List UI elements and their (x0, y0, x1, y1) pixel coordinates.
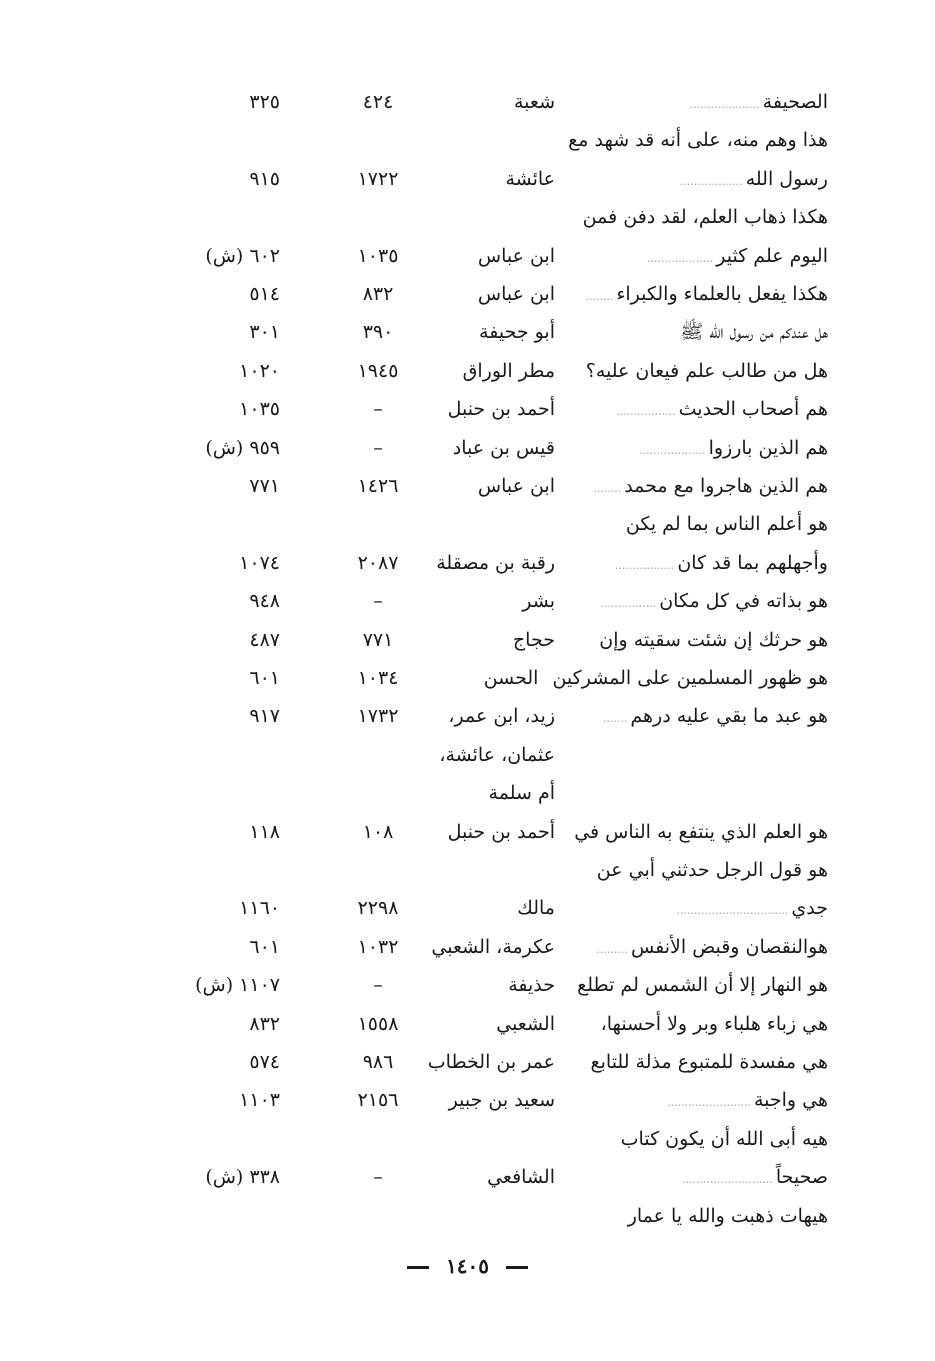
narrator-name: أحمد بن حنبل (447, 398, 555, 421)
leader-dots: ................................ (676, 904, 789, 918)
index-row (0, 1120, 935, 1158)
entry-text-cell (546, 659, 828, 700)
narrator-name: مالك (517, 897, 555, 920)
footer-dash-left (407, 1266, 429, 1269)
hadith-number: – (373, 436, 383, 459)
page-reference: ٣٠١ (249, 321, 280, 344)
narrator-cell (514, 83, 555, 121)
entry-text-cell (622, 1197, 828, 1238)
leader-dots: ....... (602, 712, 628, 726)
index-row (0, 544, 935, 582)
hadith-number: ١٠٣٢ (357, 935, 399, 958)
page-reference: ٣٢٥ (249, 91, 280, 113)
leader-dots: .......................... (681, 1173, 773, 1187)
narrator-name: حجاج (512, 628, 555, 651)
entry-text-cell (595, 1005, 828, 1046)
entry-text-cell (687, 83, 828, 124)
index-row (0, 237, 935, 275)
narrator-name: بشر (522, 590, 555, 613)
hadith-number: ٢٠٨٧ (357, 551, 399, 574)
entry-text: هكذا ذهاب العلم، لقد دفن فمن (582, 206, 828, 229)
page-reference: ٦٠٢ (ش) (205, 244, 280, 267)
hadith-number: – (373, 1166, 383, 1189)
entry-text: هو بذاته في كل مكان (659, 590, 828, 613)
hadith-number: – (373, 590, 383, 613)
entry-text-cell (674, 313, 828, 354)
entry-text-cell (674, 889, 828, 930)
entry-text-cell (571, 966, 828, 1007)
entry-text: هوالنقصان وقبض الأنفس (630, 935, 828, 958)
narrator-name: ابن عباس (477, 244, 555, 267)
entry-text: هل عندكم من رسول الله ﷺ (680, 321, 828, 344)
entry-text: هم الذين بارزوا (708, 436, 828, 459)
narrator-cell (449, 1081, 555, 1119)
hadith-number: ٧٧١ (362, 628, 394, 651)
index-row (0, 889, 935, 927)
page-reference: ١٠٢٠ (239, 359, 280, 382)
narrator-cell (448, 697, 555, 735)
page-reference: ١٠٣٥ (239, 398, 280, 421)
index-row (0, 582, 935, 620)
index-row (0, 774, 935, 812)
entry-text: هو النهار إلا أن الشمس لم تطلع (577, 974, 828, 997)
page-reference: ١١٠٧ (ش) (195, 974, 280, 997)
entry-text-cell (577, 198, 828, 239)
entry-text: هكذا يفعل بالعلماء والكبراء (616, 283, 828, 305)
entry-text: هل من طالب علم فيعان عليه؟ (585, 359, 828, 382)
entry-text-cell (580, 352, 828, 393)
page-reference: ١١٠٣ (239, 1089, 280, 1112)
narrator-name: عمر بن الخطاب (427, 1051, 555, 1073)
narrator-cell (513, 621, 555, 659)
entry-text: هذا وهم منه، على أنه قد شهد مع (568, 129, 828, 152)
narrator-cell (448, 813, 555, 851)
entry-text: صحيحاً (775, 1166, 828, 1189)
hadith-number: ١٥٥٨ (357, 1012, 399, 1035)
footer-dash-right (506, 1266, 528, 1269)
leader-dots: .................. (679, 174, 743, 188)
entry-text-cell (644, 237, 828, 278)
narrator-cell (478, 467, 555, 505)
leader-dots: ........ (585, 290, 614, 303)
entry-text-cell (620, 505, 828, 546)
leader-dots: ........................ (667, 1096, 751, 1110)
leader-dots: ................... (646, 251, 714, 265)
index-row (0, 851, 935, 889)
index-row (0, 697, 935, 735)
index-row (0, 1081, 935, 1119)
narrator-cell (453, 429, 555, 467)
narrator-cell (522, 582, 555, 620)
entry-text-cell (822, 736, 828, 777)
index-row (0, 1043, 935, 1081)
entry-text: هم الذين هاجروا مع محمد (624, 475, 828, 497)
narrator-name: ابن عباس (477, 475, 555, 497)
entry-text-cell (822, 774, 828, 815)
entry-text-cell (582, 275, 828, 316)
index-row (0, 467, 935, 505)
entry-text-cell (590, 467, 828, 508)
page-reference: ٥٧٤ (249, 1051, 280, 1073)
entry-text: هو عبد ما بقي عليه درهم (630, 705, 828, 728)
entry-text: رسول الله (745, 167, 828, 190)
narrator-cell (478, 275, 555, 313)
narrator-name: شعبة (513, 91, 555, 113)
hadith-number: ٤٢٤ (362, 91, 394, 113)
narrator-name: أبو جحيفة (479, 321, 555, 344)
index-row (0, 390, 935, 428)
hadith-number: ١٧٢٢ (357, 167, 399, 190)
page-reference: ٣٣٨ (ش) (205, 1166, 280, 1189)
entry-text-cell (679, 1158, 828, 1199)
entry-text-cell (568, 813, 828, 854)
index-row (0, 121, 935, 159)
page-reference: ١٠٧٤ (239, 551, 280, 574)
hadith-number: – (373, 974, 383, 997)
entry-text-cell (636, 429, 828, 470)
page-reference: ٨٣٢ (249, 1012, 280, 1035)
page-reference: ١١٨ (249, 820, 280, 843)
entry-text: هو قول الرجل حدثني أبي عن (596, 859, 828, 881)
entry-text: هم أصحاب الحديث (678, 398, 828, 421)
entry-text-cell (613, 390, 828, 431)
entry-text: وأجهلهم بما قد كان (677, 551, 828, 574)
narrator-name: رقبة بن مصقلة (436, 551, 555, 574)
hadith-number: ١٤٢٦ (357, 475, 399, 497)
narrator-cell (505, 160, 555, 198)
leader-dots (822, 751, 828, 764)
index-row (0, 275, 935, 313)
leader-dots: ........ (593, 482, 622, 495)
index-row (0, 621, 935, 659)
entry-text-cell (612, 544, 828, 585)
entry-text-cell (562, 121, 828, 162)
hadith-number: ١٧٣٢ (357, 705, 399, 728)
narrator-cell (479, 313, 555, 351)
narrator-name: أم سلمة (488, 782, 555, 805)
leader-dots: ......... (596, 942, 628, 956)
page-reference: ٧٧١ (249, 475, 280, 497)
narrator-cell (487, 1158, 555, 1196)
index-row (0, 198, 935, 236)
page-footer (0, 1248, 935, 1284)
page-reference: ٦٠١ (249, 935, 280, 958)
leader-dots: .................... (689, 98, 760, 111)
narrator-name: أحمد بن حنبل (447, 820, 555, 843)
narrator-name: الحسن (483, 667, 539, 689)
entry-text-cell (591, 851, 828, 892)
narrator-cell (448, 390, 555, 428)
narrator-name: الشافعي (487, 1166, 555, 1189)
entry-text: الصحيفة (762, 91, 828, 113)
entry-text-cell (585, 1043, 829, 1084)
entry-text-cell (677, 160, 828, 201)
index-row (0, 352, 935, 390)
leader-dots: ................. (614, 558, 675, 572)
narrator-name: عائشة (505, 167, 555, 190)
entry-text-cell (615, 1120, 828, 1161)
hadith-number: ٨٣٢ (362, 283, 394, 305)
hadith-number: ١٠٣٤ (357, 667, 399, 689)
entry-text-cell (664, 1081, 828, 1122)
narrator-name: سعيد بن جبير (448, 1089, 555, 1112)
index-row (0, 1158, 935, 1196)
hadith-number: ٣٩٠ (362, 321, 394, 344)
entry-text-cell (593, 928, 828, 969)
leader-dots: ................. (616, 405, 676, 419)
narrator-name: مطر الوراق (462, 359, 555, 382)
narrator-cell (463, 352, 555, 390)
page-reference: ١١٦٠ (239, 897, 280, 920)
index-row (0, 1197, 935, 1235)
page-reference: ٥١٤ (249, 283, 280, 305)
entry-text: هي زباء هلباء وبر ولا أحسنها، (600, 1012, 828, 1035)
narrator-name: عثمان، عائشة، (439, 743, 555, 766)
hadith-number: ٩٨٦ (362, 1051, 394, 1073)
page-reference: ٩٥٩ (ش) (205, 436, 280, 459)
narrator-cell (496, 1005, 555, 1043)
page-number: ١٤٠٥ (446, 1254, 489, 1278)
hadith-number: ١٩٤٥ (357, 359, 399, 382)
hadith-number: – (373, 398, 383, 421)
index-row (0, 736, 935, 774)
entry-text: هي واجبة (753, 1089, 828, 1112)
hadith-number: ٢١٥٦ (357, 1089, 399, 1112)
entry-text: هو ظهور المسلمين على المشركين (552, 667, 828, 689)
leader-dots: ................... (639, 443, 706, 457)
index-row (0, 429, 935, 467)
narrator-cell (484, 659, 539, 697)
entry-text-cell (597, 582, 828, 623)
narrator-cell (508, 966, 555, 1004)
entry-text: هي مفسدة للمتبوع مذلة للتابع (590, 1051, 828, 1073)
narrator-cell (436, 544, 555, 582)
index-row (0, 1005, 935, 1043)
narrator-cell (517, 889, 555, 927)
page-reference: ٤٨٧ (249, 628, 280, 651)
leader-dots (822, 789, 828, 802)
page-reference: ٩٤٨ (249, 590, 280, 613)
index-row (0, 83, 935, 121)
entry-text: هو العلم الذي ينتفع به الناس في (574, 820, 828, 843)
index-row (0, 928, 935, 966)
entry-text: هيهات ذهبت والله يا عمار (627, 1204, 828, 1227)
hadith-number: ١٠٨ (362, 820, 394, 843)
entry-text: هيه أبى الله أن يكون كتاب (620, 1127, 828, 1150)
narrator-cell (489, 774, 555, 812)
index-row (0, 505, 935, 543)
entry-text: جدي (791, 897, 828, 920)
entry-text: هو أعلم الناس بما لم يكن (625, 513, 828, 536)
leader-dots: ................ (600, 597, 657, 611)
entry-text: اليوم علم كثير (716, 244, 828, 267)
entry-text-cell (600, 697, 828, 738)
narrator-cell (439, 736, 555, 774)
narrator-name: الشعبي (496, 1012, 555, 1035)
page-reference: ٦٠١ (249, 667, 280, 689)
hadith-number: ١٠٣٥ (357, 244, 399, 267)
narrator-name: زيد، ابن عمر، (448, 705, 555, 728)
narrator-cell (478, 237, 555, 275)
index-row (0, 160, 935, 198)
narrator-name: قيس بن عباد (452, 436, 555, 459)
narrator-cell (431, 928, 555, 966)
hadith-number: ٢٢٩٨ (357, 897, 399, 920)
index-row (0, 813, 935, 851)
narrator-name: ابن عباس (477, 283, 555, 305)
index-row (0, 313, 935, 351)
entry-text: هو حرثك إن شئت سقيته وإن (599, 628, 828, 651)
narrator-cell (428, 1043, 555, 1081)
page-reference: ٩١٥ (249, 167, 280, 190)
index-row (0, 966, 935, 1004)
entry-text-cell (593, 621, 828, 662)
narrator-name: حذيفة (508, 974, 555, 997)
index-row (0, 659, 935, 697)
page-reference: ٩١٧ (249, 705, 280, 728)
narrator-name: عكرمة، الشعبي (431, 935, 555, 958)
